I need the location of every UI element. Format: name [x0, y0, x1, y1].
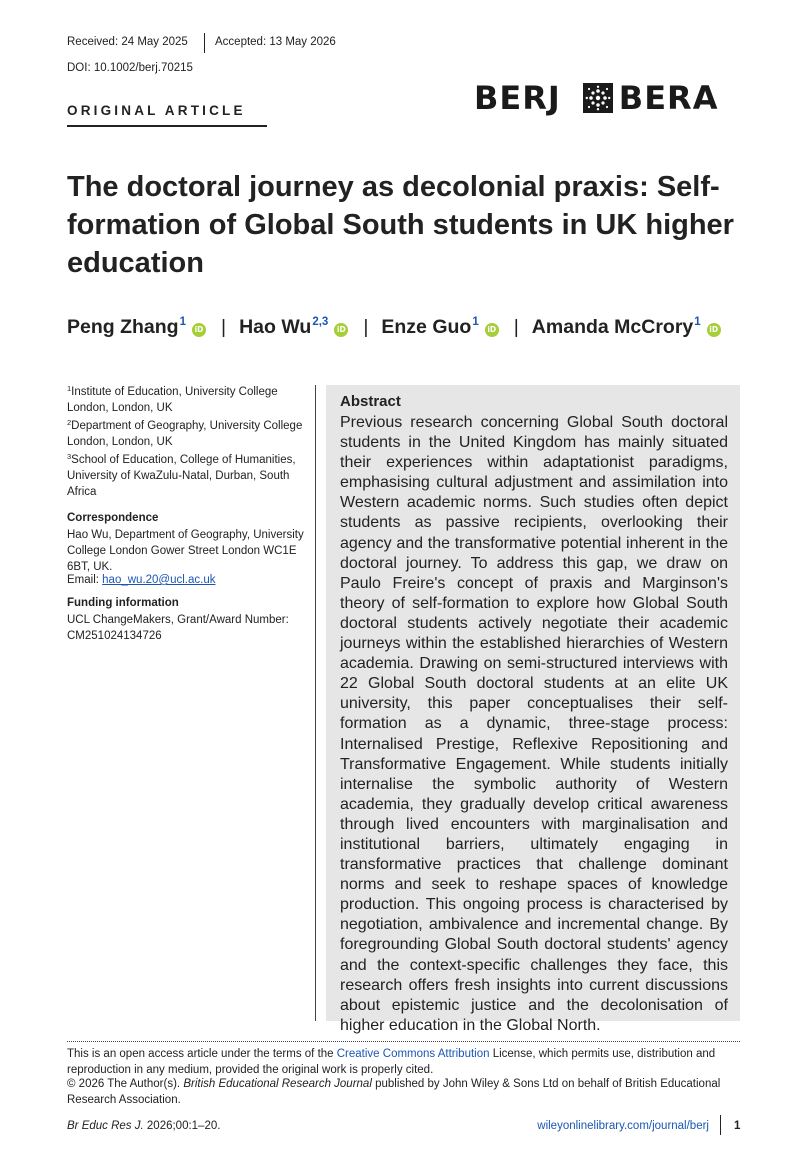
author-name: Peng Zhang: [67, 316, 179, 338]
affiliation-number: 1: [67, 384, 72, 393]
email-label: Email:: [67, 574, 103, 586]
orcid-icon[interactable]: iD: [485, 323, 499, 337]
footnote-divider: [67, 1041, 740, 1042]
orcid-icon[interactable]: iD: [334, 323, 348, 337]
bera-emblem-icon: [583, 83, 613, 113]
license-post: License, which permits use, distribution and reproduction in any medium, provided the original work is properly cited.: [67, 1048, 716, 1076]
affiliation-number: 2: [67, 418, 72, 427]
journal-logo: [474, 80, 718, 116]
affiliation-1: [67, 381, 312, 416]
affiliation-text: Department of Geography, University College London, London, UK: [67, 420, 303, 448]
berj-logo-text: BERJ: [474, 79, 561, 117]
journal-url-link[interactable]: wileyonlinelibrary.com/journal/berj: [537, 1120, 709, 1132]
license-pre: This is an open access article under the terms of the: [67, 1048, 337, 1060]
affiliation-3: [67, 449, 312, 500]
copyright-pre: © 2026 The Author(s).: [67, 1078, 184, 1090]
author-affiliation-sup: 1: [179, 316, 186, 328]
author-name: Hao Wu: [239, 316, 312, 338]
affiliation-text: Institute of Education, University College London, London, UK: [67, 386, 278, 414]
email-link[interactable]: hao_wu.20@ucl.ac.uk: [102, 574, 216, 586]
copyright-journal: British Educational Research Journal: [183, 1078, 372, 1090]
page-number-divider: [720, 1115, 721, 1135]
orcid-icon[interactable]: iD: [707, 323, 721, 337]
author-affiliation-sup: 2,3: [312, 316, 329, 328]
author-name: Amanda McCrory: [531, 316, 694, 338]
copyright-notice: [67, 1076, 740, 1108]
journal-citation: [67, 1120, 220, 1132]
author-peng-zhang[interactable]: [67, 316, 206, 339]
funding-heading: Funding information: [67, 597, 179, 609]
affiliation-2: [67, 415, 312, 450]
correspondence-text: Hao Wu, Department of Geography, University College London Gower Street London WC1E 6BT, UK.: [67, 529, 304, 573]
author-separator: |: [513, 316, 519, 338]
funding-text: UCL ChangeMakers, Grant/Award Number: CM251024134726: [67, 614, 289, 642]
correspondence-heading: Correspondence: [67, 512, 159, 524]
abstract-body: Previous research concerning Global South doctoral students in the United Kingdom has mainly situated their experiences within adaptationist paradigms, emphasising cultural adjustment and assimilation into Western academic norms. Such studies often depict students as passive recipients, overlooking their agency and the transformative potential inherent in the doctoral journey. To address this gap, we draw on Paulo Freire's concept of praxis and Marginson's theory of self-formation to explore how Global South doctoral students actively negotiate their academic journeys within the established hierarchies of Western academia. Drawing on semi-structured interviews with 22 Global South doctoral students at an elite UK university, this paper conceptualises their self-formation as a dynamic, three-stage process: Internalised Prestige, Reflexive Repositioning and Transformative Engagement. While students initially internalise the symbolic authority of Western academia, they gradually develop critical awareness through lived encounters with marginalisation and institutional barriers, ultimately engaging in transformative practices that challenge dominant norms and seek to reshape spaces of knowledge production. This ongoing process is characterised by negotiation, ambivalence and incremental change. By foregrounding Global South doctoral students' agency and the context-specific challenges they face, this research offers fresh insights into current discussions about epistemic justice and the decolonisation of higher education in the Global North.: [340, 414, 728, 1034]
article-title: The doctoral journey as decolonial praxis: Self-formation of Global South students in UK higher education: [67, 171, 734, 279]
abstract-left-rule: [315, 385, 316, 1021]
affiliation-text: School of Education, College of Humanities, University of KwaZulu-Natal, Durban, South Africa: [67, 454, 296, 498]
affiliation-number: 3: [67, 452, 72, 461]
author-list: [67, 316, 767, 339]
page-number: 1: [734, 1120, 741, 1132]
author-separator: |: [221, 316, 227, 338]
header-divider: [204, 33, 205, 53]
author-enze-guo[interactable]: [381, 316, 498, 339]
accepted-date: Accepted: 13 May 2026: [215, 36, 336, 48]
journal-abbrev: Br Educ Res J.: [67, 1120, 144, 1132]
bera-logo-text: BERA: [618, 79, 719, 117]
abstract-heading: Abstract: [340, 393, 401, 410]
license-link[interactable]: Creative Commons Attribution: [336, 1048, 490, 1060]
author-amanda-mccrory[interactable]: [532, 316, 721, 339]
author-name: Enze Guo: [381, 316, 472, 338]
correspondence-email-line: [67, 572, 312, 588]
received-date: Received: 24 May 2025: [67, 36, 188, 48]
author-affiliation-sup: 1: [472, 316, 479, 328]
author-separator: |: [363, 316, 369, 338]
doi: DOI: 10.1002/berj.70215: [67, 62, 193, 74]
copyright-post: published by John Wiley & Sons Ltd on behalf of British Educational Research Association.: [67, 1078, 721, 1106]
orcid-icon[interactable]: iD: [192, 323, 206, 337]
author-hao-wu[interactable]: [239, 316, 348, 339]
journal-volume-pages: 2026;00:1–20.: [143, 1120, 221, 1132]
license-notice: [67, 1046, 740, 1078]
article-type-underline: [67, 125, 267, 127]
article-type: ORIGINAL ARTICLE: [67, 103, 246, 118]
author-affiliation-sup: 1: [694, 316, 701, 328]
